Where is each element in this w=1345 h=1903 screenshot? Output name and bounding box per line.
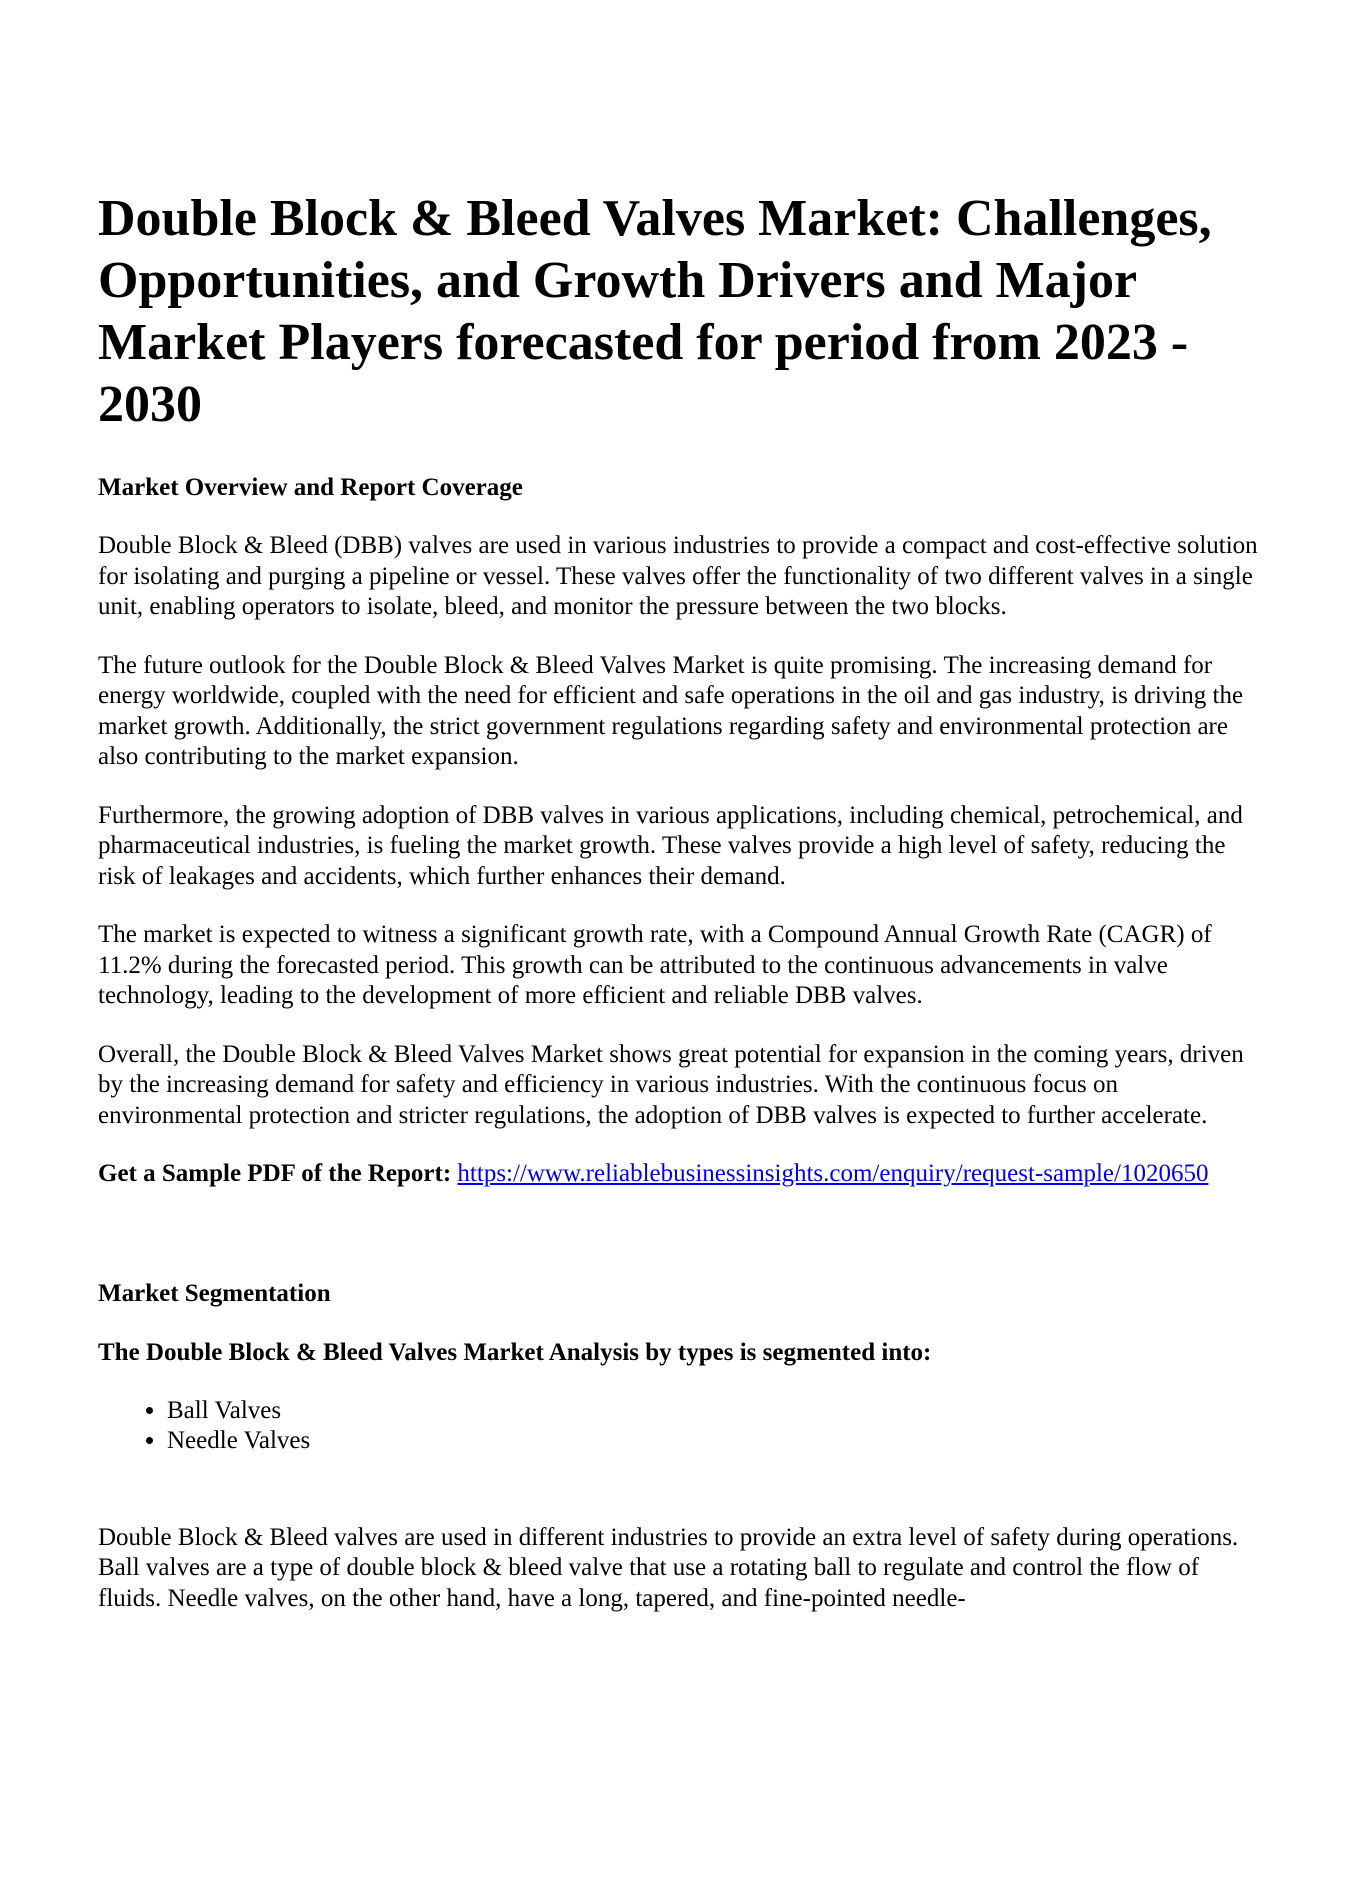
sample-label: Get a Sample PDF of the Report: bbox=[98, 1160, 452, 1187]
list-item: • Ball Valves bbox=[167, 1396, 1268, 1427]
types-list bbox=[98, 1396, 1268, 1457]
overview-paragraph-4: The market is expected to witness a significant growth rate, with a Compound Annual Growth Rate (CAGR) of 11.2% during the forecasted period. This growth can be attributed to the continuous advancements in valve technology, leading to the development of more efficient and reliable DBB valves. bbox=[98, 921, 1212, 1009]
overview-paragraph-5: Overall, the Double Block & Bleed Valves Market shows great potential for expansion in the coming years, driven by the increasing demand for safety and efficiency in various industries. With the continuous focus on environmental protection and stricter regulations, the adoption of DBB valves is expected to further accelerate. bbox=[98, 1040, 1244, 1129]
segmentation-heading: Market Segmentation bbox=[98, 1279, 331, 1307]
spacer bbox=[98, 1218, 1268, 1278]
overview-paragraph-3: Furthermore, the growing adoption of DBB valves in various applications, including chemical, petrochemical, and pharmaceutical industries, is fueling the market growth. These valves provide a high level of safety, reducing the risk of leakages and accidents, which further enhances their demand. bbox=[98, 801, 1243, 890]
overview-heading: Market Overview and Report Coverage bbox=[98, 474, 523, 501]
closing-paragraph: Double Block & Bleed valves are used in different industries to provide an extra level of safety during operations. Ball valves are a type of double block & bleed valve that use a rotating ball to regulate and control the flow of fluids. Needle valves, on the other hand, have a long, tapered, and fine-pointed needle- bbox=[98, 1523, 1239, 1612]
list-item: • Needle Valves bbox=[167, 1426, 1268, 1457]
document-page bbox=[98, 188, 1268, 1642]
sample-request bbox=[98, 1159, 1268, 1190]
types-heading: The Double Block & Bleed Valves Market Analysis by types is segmented into: bbox=[98, 1338, 932, 1366]
page-title: Double Block & Bleed Valves Market: Challenges, Opportunities, and Growth Drivers and Major Market Players forecasted for period from 2023 - 2030 bbox=[98, 190, 1212, 433]
overview-paragraph-1: Double Block & Bleed (DBB) valves are used in various industries to provide a compact and cost-effective solution for isolating and purging a pipeline or vessel. These valves offer the functionality of two different valves in a single unit, enabling operators to isolate, bleed, and monitor the pressure between the two blocks. bbox=[98, 532, 1258, 620]
spacer bbox=[98, 1457, 1268, 1523]
overview-paragraph-2: The future outlook for the Double Block & Bleed Valves Market is quite promising. The increasing demand for energy worldwide, coupled with the need for efficient and safe operations in the oil and gas industry, is driving the market growth. Additionally, the strict government regulations regarding safety and environmental protection are also contributing to the market expansion. bbox=[98, 651, 1244, 770]
sample-link[interactable]: https://www.reliablebusinessinsights.com/enquiry/request-sample/1020650 bbox=[457, 1160, 1209, 1187]
